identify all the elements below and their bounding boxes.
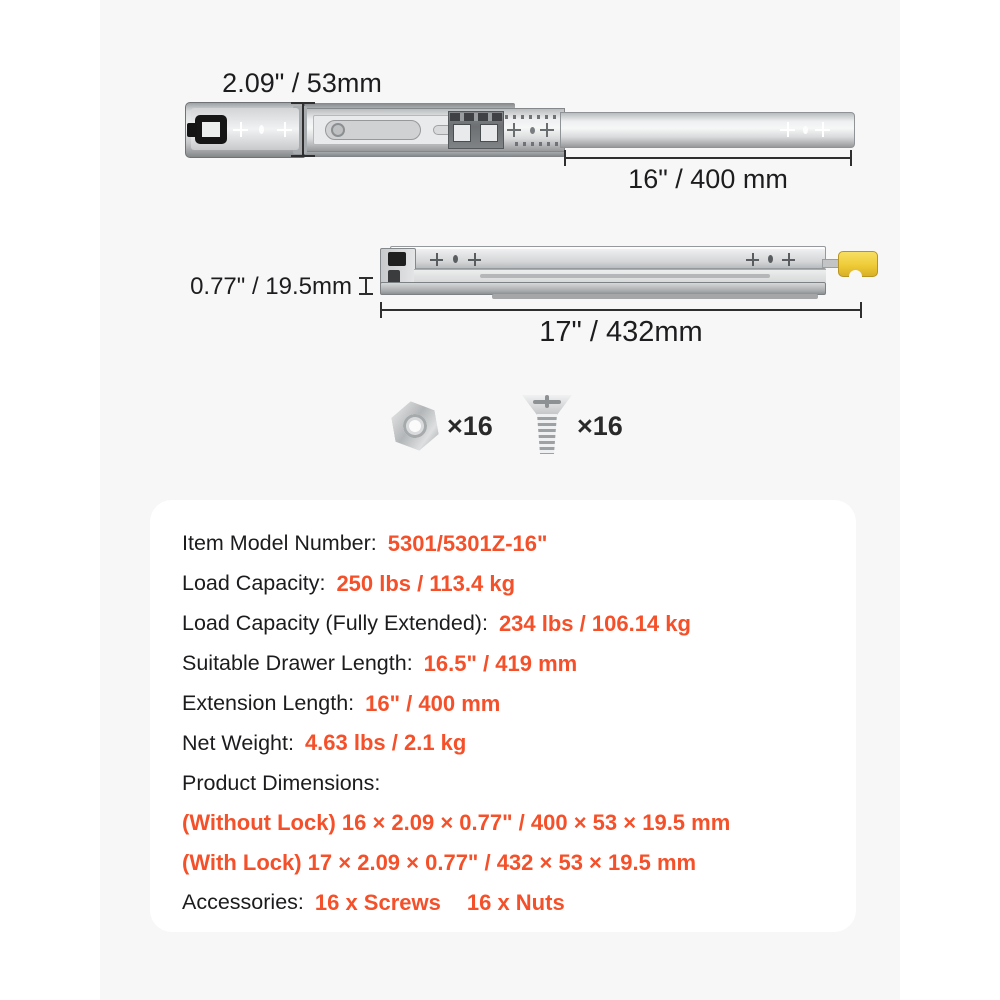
- screw-hole-mark: [430, 253, 443, 266]
- slide-inner-rail-extended: [560, 112, 855, 148]
- nut-count-label: ×16: [447, 411, 493, 441]
- hole-mark: [259, 125, 264, 134]
- screw-hole-mark: [780, 122, 795, 137]
- height-dimension-label: 0.77" / 19.5mm: [190, 273, 352, 300]
- spec-row-dimensions-with-lock: [182, 843, 826, 883]
- retainer-vents: [450, 113, 502, 121]
- screw-hole-mark: [507, 123, 521, 137]
- spec-value: 16 x Nuts: [466, 889, 565, 915]
- spec-label: Accessories:: [182, 890, 304, 915]
- spec-row-model: [182, 524, 826, 564]
- spec-value: 16.5" / 419 mm: [423, 650, 578, 676]
- spec-label: Item Model Number:: [182, 531, 377, 556]
- spec-row-extension-length: [182, 684, 826, 724]
- screw-hole-mark: [277, 122, 292, 137]
- screw-hole-mark: [815, 122, 830, 137]
- dimension-tick: [291, 102, 315, 104]
- screw-count-label: ×16: [577, 411, 623, 441]
- retainer-window: [453, 124, 471, 142]
- spec-row-load-capacity-extended: [182, 604, 826, 644]
- width-dimension-line: [302, 104, 304, 156]
- screw-hole-mark: [468, 253, 481, 266]
- closed-slide-illustration: [380, 243, 880, 305]
- length-dimension-line: [380, 309, 862, 311]
- spec-label: Suitable Drawer Length:: [182, 651, 413, 676]
- extension-dimension-line: [564, 157, 852, 159]
- extension-dimension-label: 16" / 400 mm: [628, 164, 788, 194]
- width-dimension-label: 2.09" / 53mm: [222, 68, 382, 98]
- dimension-tick: [291, 155, 315, 157]
- slide-channel-slot: [480, 274, 770, 278]
- screw-hole-mark: [782, 253, 795, 266]
- bracket-slot: [388, 252, 406, 266]
- spec-label: Net Weight:: [182, 730, 294, 755]
- spec-row-accessories: [182, 883, 826, 923]
- height-dimension-marker: [359, 277, 373, 295]
- hole-mark: [530, 127, 535, 134]
- spec-value: 5301/5301Z-16": [387, 530, 548, 556]
- spec-row-dimensions-without-lock: [182, 803, 826, 843]
- spec-label: Load Capacity (Fully Extended):: [182, 611, 488, 636]
- yellow-lock-lever: [838, 251, 878, 277]
- spec-label: Extension Length:: [182, 691, 355, 715]
- nut-hole: [401, 412, 429, 440]
- latch-tab: [187, 123, 197, 137]
- screw-hole-mark: [746, 253, 759, 266]
- spec-row-load-capacity: [182, 564, 826, 604]
- screw-hole-mark: [540, 123, 554, 137]
- spec-label: Load Capacity:: [182, 571, 326, 596]
- length-dimension-label: 17" / 432mm: [539, 316, 703, 348]
- front-disconnect-latch: [195, 115, 227, 144]
- spec-value: 4.63 lbs / 2.1 kg: [304, 730, 467, 756]
- retainer-window: [480, 124, 498, 142]
- spec-value: (Without Lock) 16 × 2.09 × 0.77" / 400 × 53 × 19.5 mm: [182, 810, 731, 836]
- spec-row-drawer-length: [182, 644, 826, 684]
- hole-mark: [453, 255, 458, 263]
- extended-slide-illustration: [185, 100, 855, 160]
- spec-value: 250 lbs / 113.4 kg: [336, 570, 516, 596]
- spec-panel: [150, 500, 856, 932]
- hole-mark: [768, 255, 773, 263]
- slide-cam-circle: [331, 123, 345, 137]
- spec-value: 16" / 400 mm: [365, 690, 501, 716]
- spec-value: (With Lock) 17 × 2.09 × 0.77" / 432 × 53 × 19.5 mm: [182, 850, 697, 876]
- spec-row-net-weight: [182, 723, 826, 763]
- rail-shadow-strip: [492, 294, 818, 299]
- screw-thread-shaft: [537, 414, 557, 454]
- phillips-cross-icon: [545, 395, 549, 408]
- spec-value: 16 x Screws: [314, 889, 441, 915]
- screw-hole-mark: [233, 122, 248, 137]
- spec-row-product-dimensions: [182, 763, 826, 803]
- hole-mark: [803, 126, 808, 134]
- spec-value: 234 lbs / 106.14 kg: [498, 610, 691, 636]
- spec-label: Product Dimensions:: [182, 770, 381, 795]
